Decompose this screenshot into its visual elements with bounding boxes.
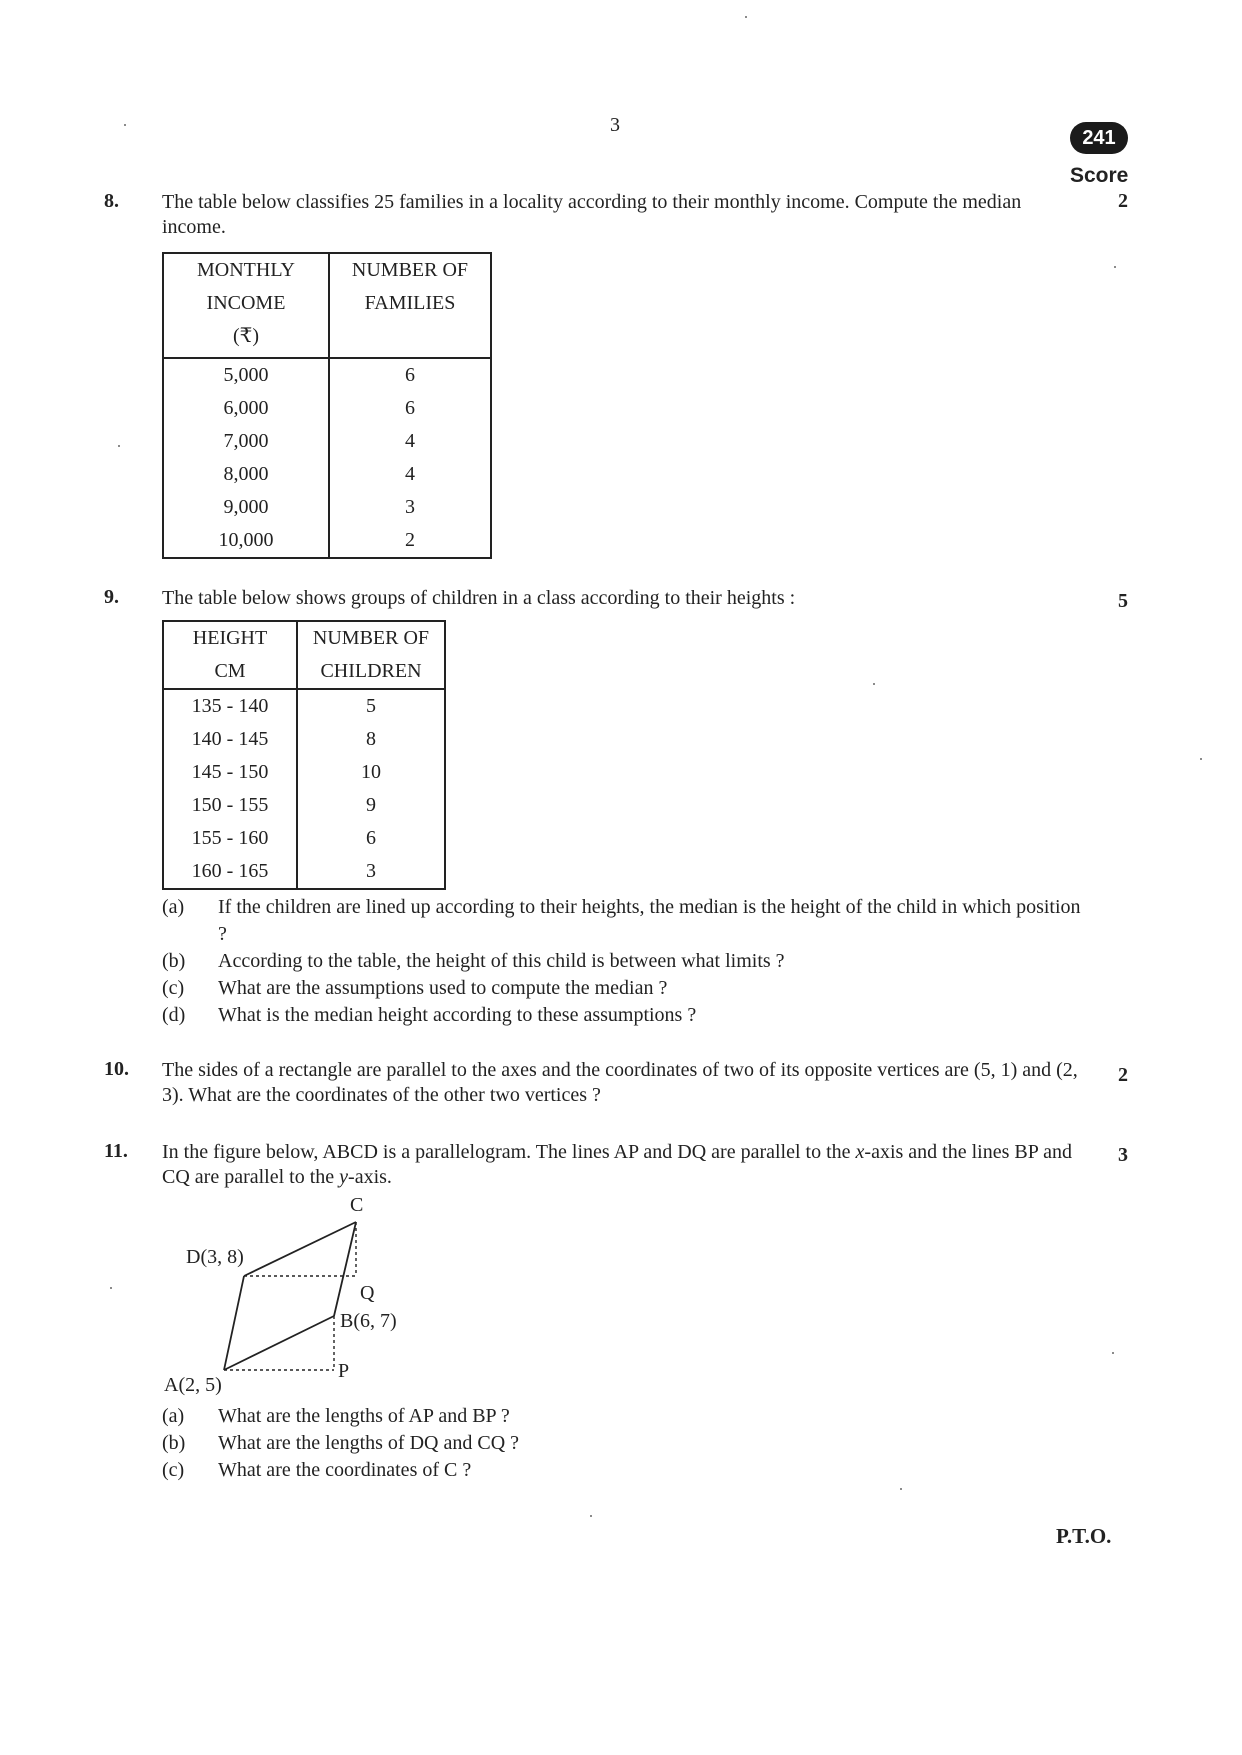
q10-text: The sides of a rectangle are parallel to the axes and the coordinates of two of its opposite vertices are (5, 1) and (2, 3). What are the coordinates of the other two vertices ? xyxy=(162,1059,1078,1106)
q11-part-a xyxy=(162,1403,1088,1430)
q11-score: 3 xyxy=(1118,1144,1128,1166)
part-text: What are the coordinates of C ? xyxy=(218,1459,472,1481)
parallelogram-figure xyxy=(150,1190,450,1400)
table-row xyxy=(163,822,445,855)
table-cell: 3 xyxy=(329,491,491,524)
page-turn-over: P.T.O. xyxy=(1056,1524,1112,1548)
table-cell: 6 xyxy=(297,822,445,855)
table-cell: 9,000 xyxy=(163,491,329,524)
q11-part-c xyxy=(162,1457,1088,1484)
table-cell: 6 xyxy=(329,358,491,392)
table-cell: 10 xyxy=(297,756,445,789)
q8-score: 2 xyxy=(1118,190,1128,212)
side-ba xyxy=(224,1316,334,1370)
q11-text-part: In the figure below, ABCD is a parallelogram. The lines AP and DQ are parallel to the xyxy=(162,1141,856,1163)
table-cell: 155 - 160 xyxy=(163,822,297,855)
part-label: (b) xyxy=(162,950,186,972)
table-cell: 6 xyxy=(329,392,491,425)
scan-speck xyxy=(873,683,875,685)
part-label: (c) xyxy=(162,977,185,999)
table-row xyxy=(163,524,491,558)
page-number: 3 xyxy=(610,114,620,136)
header-line: CHILDREN xyxy=(320,660,422,682)
table-cell: 145 - 150 xyxy=(163,756,297,789)
table-row xyxy=(163,491,491,524)
header-line: FAMILIES xyxy=(364,292,456,314)
label-c: C xyxy=(350,1194,364,1216)
table-cell: 150 - 155 xyxy=(163,789,297,822)
part-label: (c) xyxy=(162,1459,185,1481)
part-label: (b) xyxy=(162,1432,186,1454)
q9-header-height xyxy=(163,621,297,689)
table-cell: 8,000 xyxy=(163,458,329,491)
scan-speck xyxy=(1112,1352,1114,1354)
header-line: HEIGHT xyxy=(192,627,268,649)
table-cell: 140 - 145 xyxy=(163,723,297,756)
q9-part-b xyxy=(162,948,1088,975)
q11-axis-y: y xyxy=(339,1166,349,1188)
q11-text xyxy=(162,1140,1082,1190)
table-cell: 4 xyxy=(329,458,491,491)
q8-header-families xyxy=(329,253,491,358)
label-p: P xyxy=(338,1360,350,1382)
scan-speck xyxy=(110,1287,112,1289)
q9-score: 5 xyxy=(1118,590,1128,612)
table-cell: 2 xyxy=(329,524,491,558)
header-line: NUMBER OF xyxy=(351,259,469,281)
table-cell: 8 xyxy=(297,723,445,756)
q10-number: 10. xyxy=(104,1058,129,1080)
side-dc xyxy=(244,1222,356,1276)
header-line: CM xyxy=(214,660,246,682)
q9-part-a xyxy=(162,894,1088,948)
table-cell: 3 xyxy=(297,855,445,889)
q11-text-part: -axis. xyxy=(348,1166,392,1188)
part-text: If the children are lined up according to their heights, the median is the height of the child in which position ? xyxy=(218,896,1081,945)
q11-text-part: -axis and the lines BP and CQ are parallel to the xyxy=(162,1141,1072,1188)
scan-speck xyxy=(1200,758,1202,760)
header-line: (₹) xyxy=(232,325,260,347)
table-row xyxy=(163,392,491,425)
label-d: D(3, 8) xyxy=(186,1246,244,1268)
table-header-row xyxy=(163,253,491,358)
q9-number: 9. xyxy=(104,586,119,608)
table-row xyxy=(163,855,445,889)
table-row xyxy=(163,723,445,756)
table-cell: 4 xyxy=(329,425,491,458)
table-row xyxy=(163,756,445,789)
table-cell: 9 xyxy=(297,789,445,822)
table-header-row xyxy=(163,621,445,689)
header-line: MONTHLY xyxy=(197,259,295,281)
side-ad xyxy=(224,1276,244,1370)
table-cell: 10,000 xyxy=(163,524,329,558)
q11-part-b xyxy=(162,1430,1088,1457)
scan-speck xyxy=(590,1515,592,1517)
score-header: Score xyxy=(1070,164,1129,187)
table-cell: 135 - 140 xyxy=(163,689,297,723)
scan-speck xyxy=(900,1488,902,1490)
q8-header-income xyxy=(163,253,329,358)
table-row xyxy=(163,689,445,723)
table-cell: 5,000 xyxy=(163,358,329,392)
part-label: (d) xyxy=(162,1004,186,1026)
table-row xyxy=(163,458,491,491)
part-text: According to the table, the height of this child is between what limits ? xyxy=(218,950,785,972)
table-row xyxy=(163,789,445,822)
q9-text: The table below shows groups of children in a class according to their heights : xyxy=(162,587,796,609)
scan-speck xyxy=(118,445,120,447)
table-row xyxy=(163,358,491,392)
q9-parts xyxy=(162,894,1088,1029)
scan-speck xyxy=(745,16,747,18)
table-cell: 5 xyxy=(297,689,445,723)
part-text: What are the lengths of AP and BP ? xyxy=(218,1405,510,1427)
q9-height-table xyxy=(162,620,446,890)
table-row xyxy=(163,425,491,458)
side-cb xyxy=(334,1222,356,1316)
scan-speck xyxy=(124,124,126,126)
q11-parts xyxy=(162,1403,1088,1484)
q8-income-table xyxy=(162,252,492,559)
scan-speck xyxy=(1114,266,1116,268)
part-label: (a) xyxy=(162,896,185,918)
q9-part-d xyxy=(162,1002,1088,1029)
q9-part-c xyxy=(162,975,1088,1002)
part-text: What is the median height according to these assumptions ? xyxy=(218,1004,697,1026)
label-a: A(2, 5) xyxy=(164,1374,222,1396)
q9-header-children xyxy=(297,621,445,689)
table-cell: 160 - 165 xyxy=(163,855,297,889)
table-cell: 7,000 xyxy=(163,425,329,458)
q11-number: 11. xyxy=(104,1140,128,1162)
label-q: Q xyxy=(360,1282,375,1304)
q11-axis-x: x xyxy=(855,1141,865,1163)
q8-text: The table below classifies 25 families in a locality according to their monthly income. Compute the median income. xyxy=(162,191,1022,238)
q10-score: 2 xyxy=(1118,1064,1128,1086)
header-line: INCOME xyxy=(206,292,286,314)
q8-number: 8. xyxy=(104,190,119,212)
part-label: (a) xyxy=(162,1405,185,1427)
paper-code-badge: 241 xyxy=(1070,122,1128,154)
header-line: NUMBER OF xyxy=(312,627,430,649)
table-cell: 6,000 xyxy=(163,392,329,425)
part-text: What are the assumptions used to compute the median ? xyxy=(218,977,668,999)
part-text: What are the lengths of DQ and CQ ? xyxy=(218,1432,520,1454)
label-b: B(6, 7) xyxy=(340,1310,397,1332)
